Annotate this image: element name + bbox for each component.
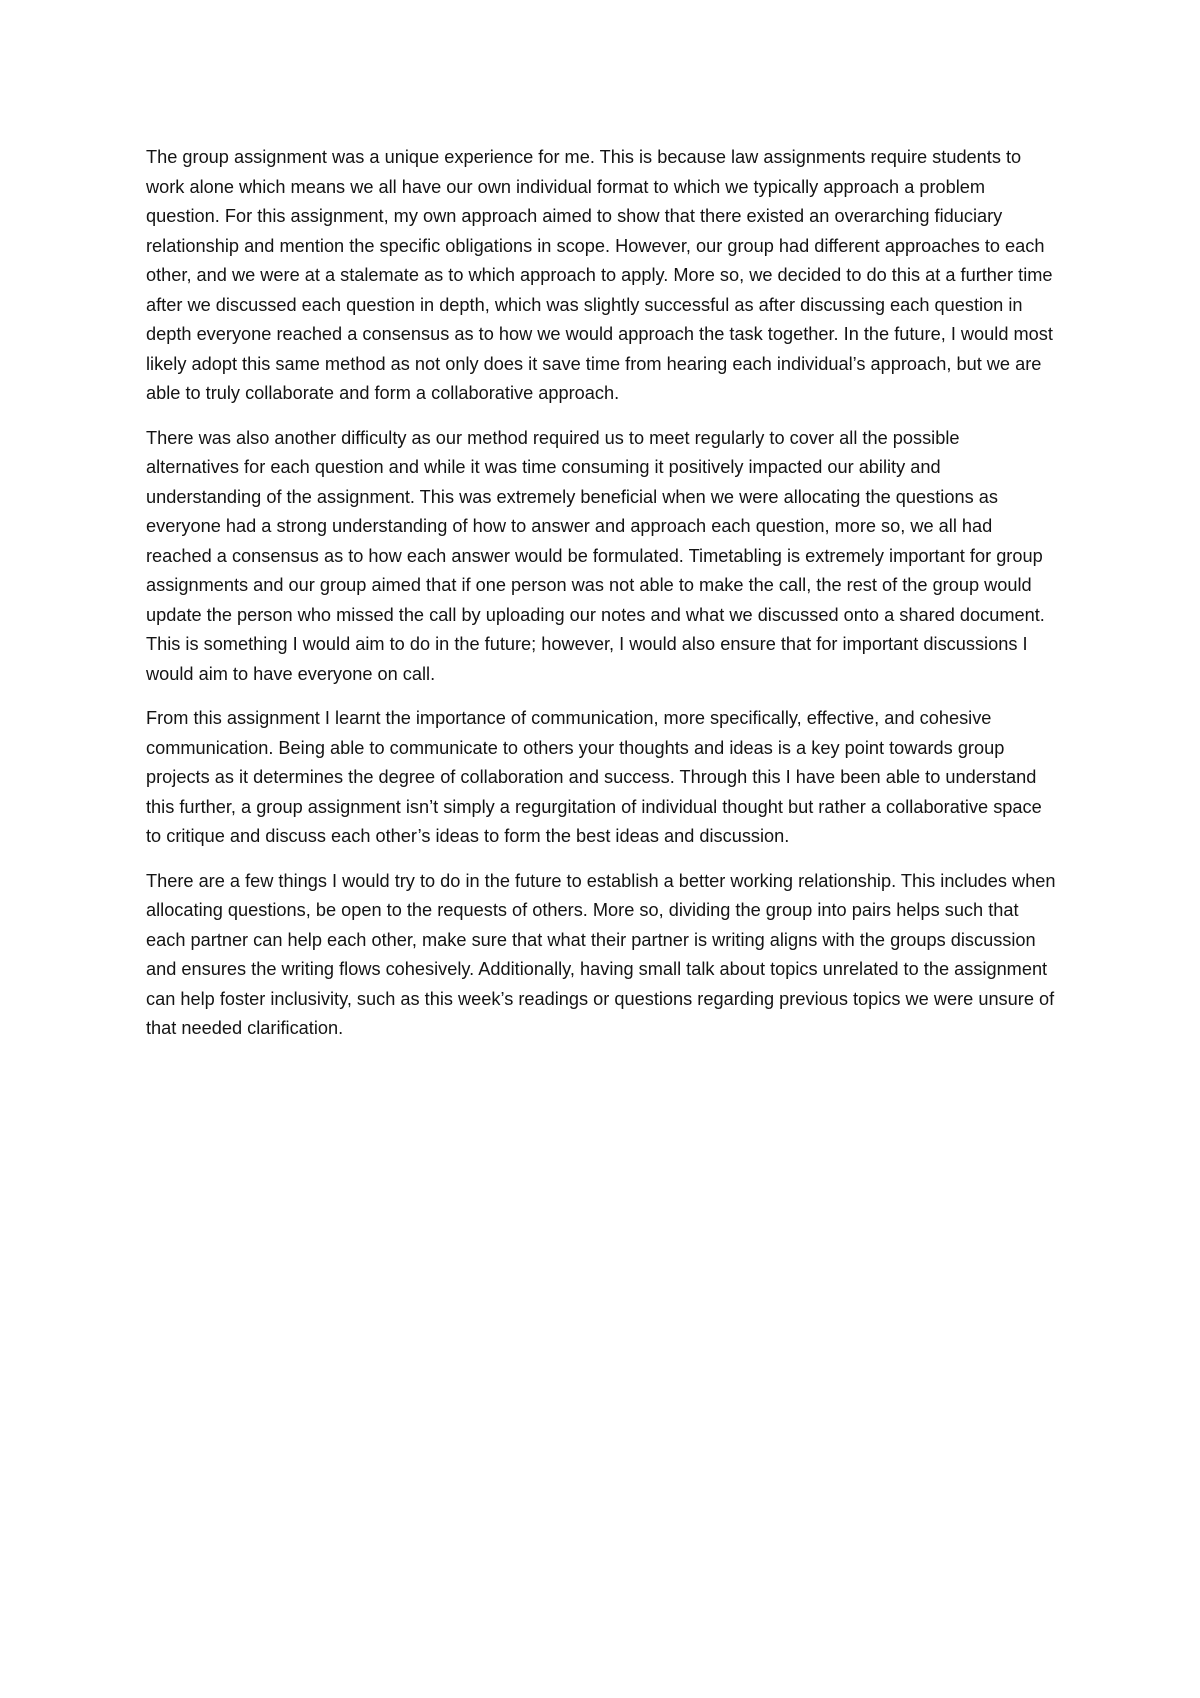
paragraph-3: From this assignment I learnt the importance of communication, more specifically, effective, and cohesive communication. Being able to communicate to others your thoughts and ideas is a key point towards group projects as it determines the degree of collaboration and success. Through this I have been able to understand this further, a group assignment isn’t simply a regurgitation of individual thought but rather a collaborative space to critique and discuss each other’s ideas to form the best ideas and discussion. (146, 708, 1042, 846)
paragraph-4: There are a few things I would try to do in the future to establish a better working relationship. This includes when allocating questions, be open to the requests of others. More so, dividing the group into pairs helps such that each partner can help each other, make sure that what their partner is writing aligns with the groups discussion and ensures the writing flows cohesively. Additionally, having small talk about topics unrelated to the assignment can help foster inclusivity, such as this week’s readings or questions regarding previous topics we were unsure of that needed clarification. (146, 870, 1056, 1038)
document-body (146, 143, 1056, 1059)
paragraph-1: The group assignment was a unique experience for me. This is because law assignments require students to work alone which means we all have our own individual format to which we typically approach a problem question. For this assignment, my own approach aimed to show that there existed an overarching fiduciary relationship and mention the specific obligations in scope. However, our group had different approaches to each other, and we were at a stalemate as to which approach to apply. More so, we decided to do this at a further time after we discussed each question in depth, which was slightly successful as after discussing each question in depth everyone reached a consensus as to how we would approach the task together. In the future, I would most likely adopt this same method as not only does it save time from hearing each individual’s approach, but we are able to truly collaborate and form a collaborative approach. (146, 147, 1053, 403)
paragraph-2: There was also another difficulty as our method required us to meet regularly to cover all the possible alternatives for each question and while it was time consuming it positively impacted our ability and understanding of the assignment. This was extremely beneficial when we were allocating the questions as everyone had a strong understanding of how to answer and approach each question, more so, we all had reached a consensus as to how each answer would be formulated. Timetabling is extremely important for group assignments and our group aimed that if one person was not able to make the call, the rest of the group would update the person who missed the call by uploading our notes and what we discussed onto a shared document. This is something I would aim to do in the future; however, I would also ensure that for important discussions I would aim to have everyone on call. (146, 427, 1045, 684)
